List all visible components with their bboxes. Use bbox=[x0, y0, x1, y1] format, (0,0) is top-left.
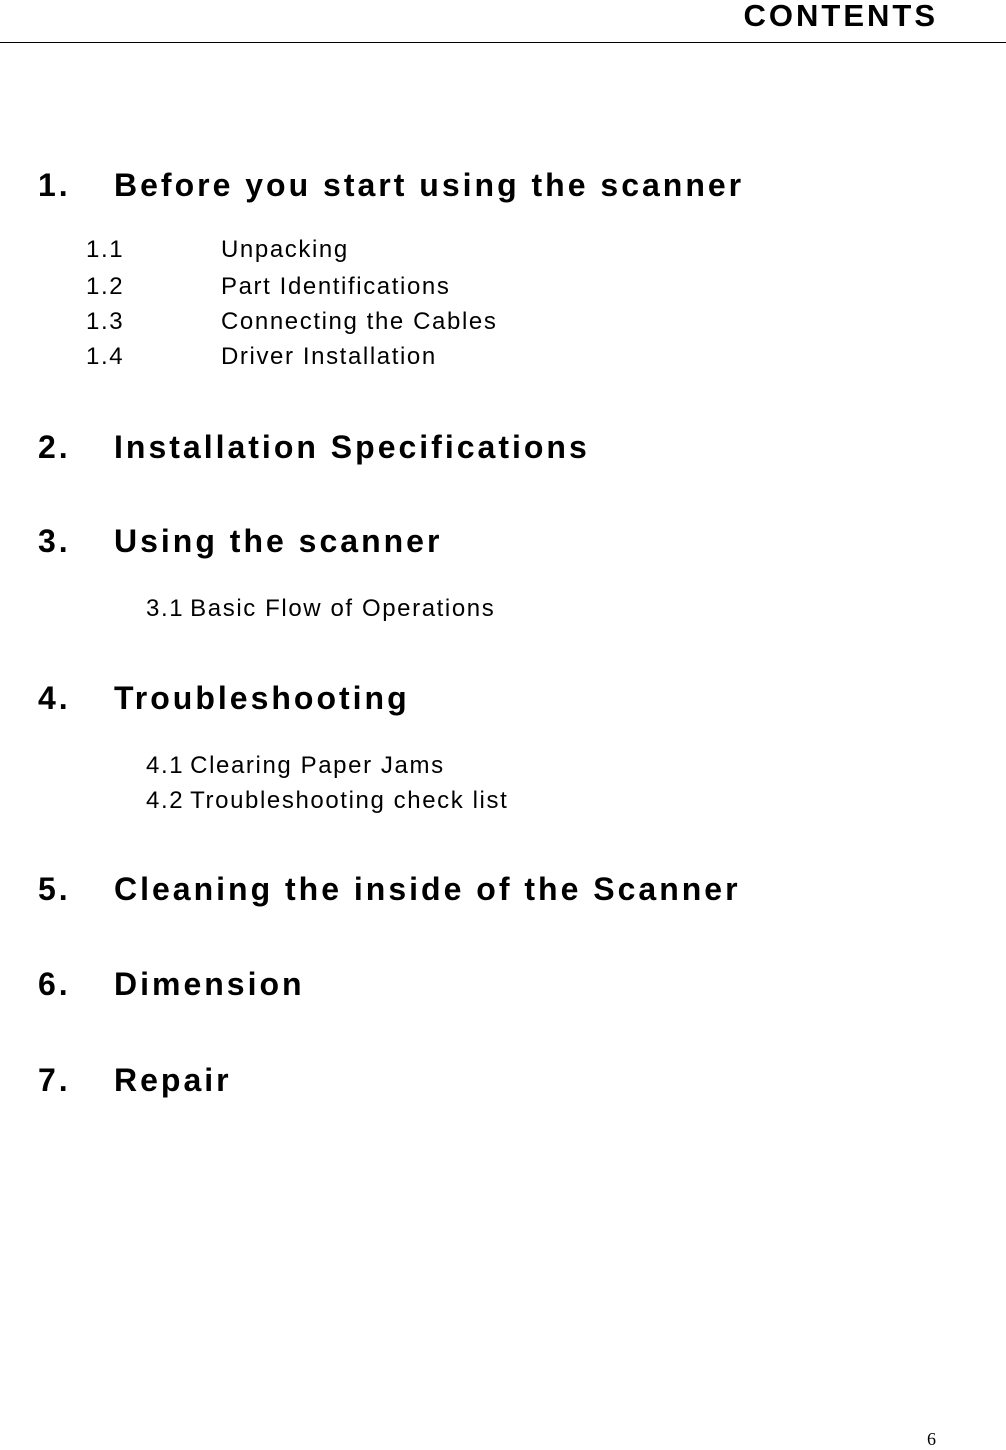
toc-section-5 bbox=[38, 869, 741, 909]
item-title: Driver Installation bbox=[221, 343, 437, 370]
section-title: Installation Specifications bbox=[114, 429, 590, 465]
toc-section-4 bbox=[38, 678, 410, 718]
section-number: 4. bbox=[38, 680, 71, 716]
section-number: 2. bbox=[38, 429, 71, 465]
section-number: 5. bbox=[38, 871, 71, 907]
toc-section-1 bbox=[38, 165, 744, 205]
toc-section-2 bbox=[38, 427, 590, 467]
item-title: Clearing Paper Jams bbox=[190, 752, 445, 779]
section-title: Before you start using the scanner bbox=[114, 167, 745, 203]
section-number: 7. bbox=[38, 1062, 71, 1098]
item-title: Troubleshooting check list bbox=[190, 787, 509, 814]
section-number: 1. bbox=[38, 167, 71, 203]
page-title: CONTENTS bbox=[743, 0, 938, 33]
item-title: Part Identifications bbox=[221, 273, 451, 300]
item-number: 1.4 bbox=[86, 343, 125, 370]
section-title: Troubleshooting bbox=[114, 680, 410, 716]
toc-item-4-2 bbox=[146, 784, 508, 818]
toc-item-1-2 bbox=[86, 270, 450, 304]
page-number: 6 bbox=[927, 1429, 936, 1449]
section-number: 6. bbox=[38, 966, 71, 1002]
section-title: Cleaning the inside of the Scanner bbox=[114, 871, 741, 907]
toc-section-3 bbox=[38, 521, 442, 561]
item-title: Connecting the Cables bbox=[221, 308, 498, 335]
item-number: 3.1 bbox=[146, 595, 185, 622]
toc-section-7 bbox=[38, 1060, 232, 1100]
toc-item-1-1 bbox=[86, 233, 349, 267]
section-title: Dimension bbox=[114, 966, 305, 1002]
toc-item-4-1 bbox=[146, 749, 445, 783]
section-number: 3. bbox=[38, 523, 71, 559]
section-title: Using the scanner bbox=[114, 523, 443, 559]
toc-item-1-3 bbox=[86, 305, 497, 339]
item-number: 1.1 bbox=[86, 236, 125, 263]
toc-item-3-1 bbox=[146, 592, 495, 626]
item-number: 4.2 bbox=[146, 787, 185, 814]
header-divider bbox=[0, 42, 1006, 43]
item-number: 4.1 bbox=[146, 752, 185, 779]
item-title: Basic Flow of Operations bbox=[190, 595, 496, 622]
item-title: Unpacking bbox=[221, 236, 349, 263]
toc-section-6 bbox=[38, 964, 305, 1004]
toc-item-1-4 bbox=[86, 340, 437, 374]
section-title: Repair bbox=[114, 1062, 232, 1098]
item-number: 1.2 bbox=[86, 273, 125, 300]
item-number: 1.3 bbox=[86, 308, 125, 335]
